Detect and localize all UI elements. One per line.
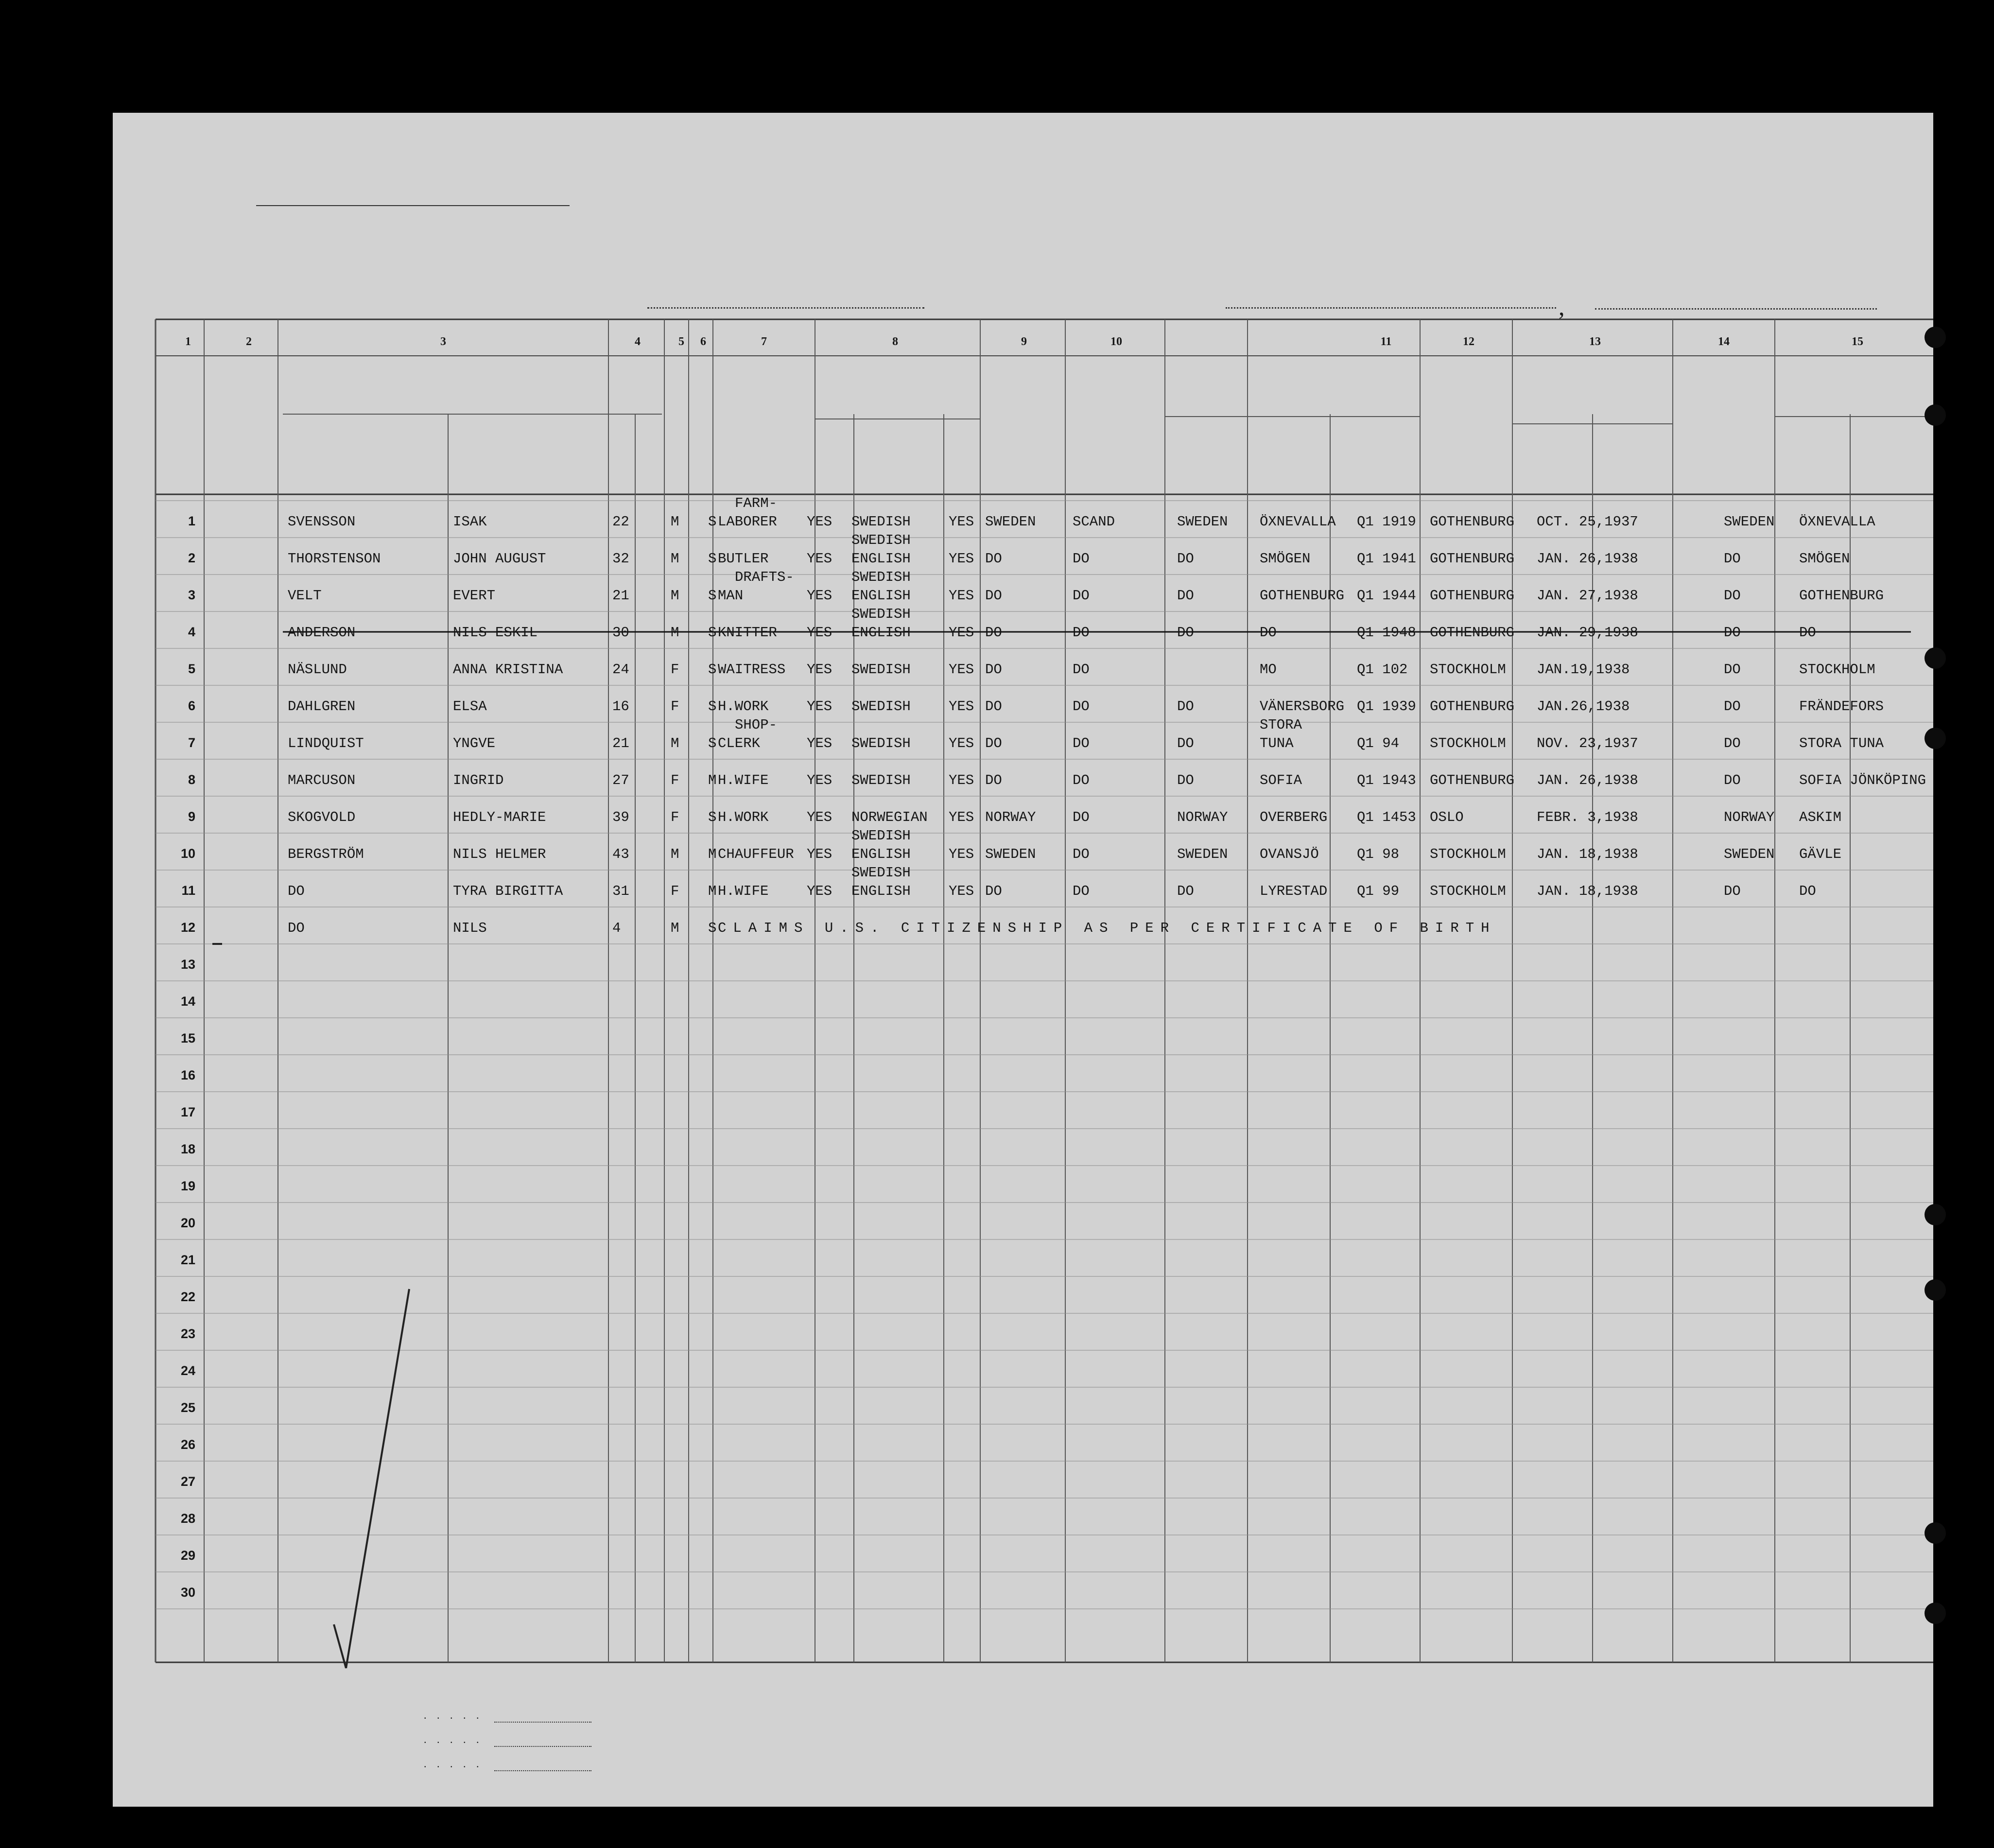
passenger-rcountry: DO bbox=[1724, 588, 1741, 604]
passenger-rcity: SMÖGEN bbox=[1799, 551, 1850, 567]
passenger-lang2: SWEDISH bbox=[851, 662, 911, 678]
passenger-lang2: ENGLISH bbox=[851, 551, 911, 567]
passenger-visa: Q1 99 bbox=[1357, 883, 1400, 899]
passenger-yrs: 24 bbox=[612, 662, 629, 678]
passenger-rcity: DO bbox=[1799, 625, 1816, 641]
passenger-bcountry: DO bbox=[1177, 698, 1194, 715]
citizenship-claim: CLAIMS U.S. CITIZENSHIP AS PER CERTIFICATE OF BIRTH bbox=[718, 920, 1496, 936]
passenger-lang2: ENGLISH bbox=[851, 846, 911, 862]
passenger-read: YES bbox=[807, 625, 832, 641]
passenger-given: HEDLY-MARIE bbox=[453, 809, 546, 825]
column-number: 15 bbox=[1852, 335, 1863, 348]
passenger-family: SKOGVOLD bbox=[288, 809, 356, 825]
passenger-given: EVERT bbox=[453, 588, 496, 604]
passenger-bcountry: SWEDEN bbox=[1177, 514, 1228, 530]
passenger-ms: S bbox=[708, 551, 717, 567]
passenger-race: DO bbox=[1073, 883, 1090, 899]
binder-hole bbox=[1925, 1522, 1946, 1544]
footer-aliens-dots: . . . . . bbox=[424, 1758, 483, 1770]
passenger-given: NILS HELMER bbox=[453, 846, 546, 862]
binder-hole bbox=[1925, 1603, 1946, 1624]
passenger-occ2: WAITRESS bbox=[718, 662, 786, 678]
passenger-write: YES bbox=[949, 662, 974, 678]
column-number: 5 bbox=[678, 335, 684, 348]
passenger-date: JAN. 18,1938 bbox=[1537, 883, 1638, 899]
passenger-occ2: CLERK bbox=[718, 735, 761, 751]
row-number: 5 bbox=[188, 662, 195, 676]
row-number: 17 bbox=[180, 1105, 195, 1119]
passenger-nationality: SWEDEN bbox=[985, 514, 1036, 530]
passenger-lang2: ENGLISH bbox=[851, 883, 911, 899]
passenger-ms: S bbox=[708, 514, 717, 530]
passenger-family: SVENSSON bbox=[288, 514, 356, 530]
passenger-bcity: VÄNERSBORG bbox=[1260, 698, 1345, 715]
passenger-bcountry: SWEDEN bbox=[1177, 846, 1228, 862]
passenger-place: STOCKHOLM bbox=[1430, 846, 1506, 862]
passenger-bcity: GOTHENBURG bbox=[1260, 588, 1345, 604]
passenger-language-top: SWEDISH bbox=[851, 865, 911, 881]
manifest-sheet bbox=[113, 113, 1933, 1807]
passenger-given: NILS ESKIL bbox=[453, 625, 538, 641]
passenger-yrs: 32 bbox=[612, 551, 629, 567]
passenger-yrs: 22 bbox=[612, 514, 629, 530]
passenger-rcountry: DO bbox=[1724, 662, 1741, 678]
passenger-yrs: 21 bbox=[612, 588, 629, 604]
passenger-rcity: FRÄNDEFORS bbox=[1799, 698, 1884, 715]
passenger-race: DO bbox=[1073, 772, 1090, 788]
passenger-rcity: DO bbox=[1799, 883, 1816, 899]
footer-aliens-line bbox=[494, 1770, 591, 1771]
passenger-bcountry: DO bbox=[1177, 588, 1194, 604]
passenger-visa: Q1 1939 bbox=[1357, 698, 1416, 715]
passenger-given: ISAK bbox=[453, 514, 487, 530]
passenger-sex: M bbox=[671, 846, 679, 862]
passenger-yrs: 27 bbox=[612, 772, 629, 788]
row-number: 23 bbox=[180, 1326, 195, 1341]
passenger-date: FEBR. 3,1938 bbox=[1537, 809, 1638, 825]
passenger-bcity: TUNA bbox=[1260, 735, 1294, 751]
passenger-visa: Q1 1919 bbox=[1357, 514, 1416, 530]
passenger-bcountry: NORWAY bbox=[1177, 809, 1228, 825]
column-number: 3 bbox=[440, 335, 446, 348]
passenger-family: NÄSLUND bbox=[288, 662, 347, 678]
row-number: 14 bbox=[180, 994, 195, 1009]
passenger-rcity: GÄVLE bbox=[1799, 846, 1842, 862]
passenger-place: GOTHENBURG bbox=[1430, 551, 1515, 567]
passenger-lang2: ENGLISH bbox=[851, 588, 911, 604]
passenger-place: GOTHENBURG bbox=[1430, 514, 1515, 530]
passenger-read: YES bbox=[807, 735, 832, 751]
passenger-sex: M bbox=[671, 735, 679, 751]
row-number: 20 bbox=[180, 1216, 195, 1230]
passenger-occ2: H.WORK bbox=[718, 698, 769, 715]
column-number: 9 bbox=[1021, 335, 1027, 348]
passenger-date: JAN. 18,1938 bbox=[1537, 846, 1638, 862]
passenger-bcountry: DO bbox=[1177, 735, 1194, 751]
footer-us-dots: . . . . . bbox=[424, 1733, 483, 1745]
binder-hole bbox=[1925, 647, 1946, 669]
row-number: 6 bbox=[188, 698, 195, 713]
passenger-rcity: ÖXNEVALLA bbox=[1799, 514, 1875, 530]
passenger-write: YES bbox=[949, 809, 974, 825]
passenger-place: GOTHENBURG bbox=[1430, 625, 1515, 641]
row-number: 24 bbox=[180, 1363, 195, 1378]
passenger-bcity: SMÖGEN bbox=[1260, 551, 1311, 567]
passenger-bcity: SOFIA bbox=[1260, 772, 1302, 788]
passenger-ms: M bbox=[708, 883, 717, 899]
row-number: 12 bbox=[180, 920, 195, 935]
passenger-read: YES bbox=[807, 551, 832, 567]
passenger-write: YES bbox=[949, 846, 974, 862]
passenger-visa: Q1 1948 bbox=[1357, 625, 1416, 641]
passenger-write: YES bbox=[949, 625, 974, 641]
column-number: 1 bbox=[185, 335, 191, 348]
passenger-family: DO bbox=[288, 920, 305, 936]
binder-hole bbox=[1925, 728, 1946, 749]
passenger-ms: M bbox=[708, 846, 717, 862]
passenger-occupation-top: DRAFTS- bbox=[735, 569, 794, 585]
passenger-race: DO bbox=[1073, 625, 1090, 641]
passenger-date: JAN. 27,1938 bbox=[1537, 588, 1638, 604]
passenger-write: YES bbox=[949, 698, 974, 715]
passenger-family: DO bbox=[288, 883, 305, 899]
passenger-nationality: DO bbox=[985, 625, 1002, 641]
passenger-language-top: SWEDISH bbox=[851, 532, 911, 548]
passenger-rcountry: DO bbox=[1724, 735, 1741, 751]
passenger-date: JAN.19,1938 bbox=[1537, 662, 1630, 678]
passenger-write: YES bbox=[949, 735, 974, 751]
passenger-language-top: SWEDISH bbox=[851, 828, 911, 844]
passenger-bcity: ÖXNEVALLA bbox=[1260, 514, 1336, 530]
passenger-rcountry: SWEDEN bbox=[1724, 846, 1775, 862]
passenger-bcountry: DO bbox=[1177, 625, 1194, 641]
row-number: 19 bbox=[180, 1179, 195, 1193]
passenger-ms: S bbox=[708, 588, 717, 604]
passenger-lang2: SWEDISH bbox=[851, 698, 911, 715]
passenger-rcountry: DO bbox=[1724, 883, 1741, 899]
passenger-sex: M bbox=[671, 551, 679, 567]
passenger-lang2: NORWEGIAN bbox=[851, 809, 928, 825]
passenger-family: DAHLGREN bbox=[288, 698, 356, 715]
passenger-given: INGRID bbox=[453, 772, 504, 788]
passenger-read: YES bbox=[807, 846, 832, 862]
passenger-read: YES bbox=[807, 809, 832, 825]
passenger-family: MARCUSON bbox=[288, 772, 356, 788]
row-number: 15 bbox=[180, 1031, 195, 1046]
passenger-yrs: 43 bbox=[612, 846, 629, 862]
passenger-bcountry: DO bbox=[1177, 772, 1194, 788]
passenger-occ2: H.WIFE bbox=[718, 883, 769, 899]
passenger-yrs: 30 bbox=[612, 625, 629, 641]
passenger-visa: Q1 102 bbox=[1357, 662, 1408, 678]
passenger-occ2: CHAUFFEUR bbox=[718, 846, 794, 862]
passenger-rcity: ASKIM bbox=[1799, 809, 1842, 825]
passenger-place: GOTHENBURG bbox=[1430, 588, 1515, 604]
binder-hole bbox=[1925, 327, 1946, 348]
column-number: 13 bbox=[1589, 335, 1601, 348]
passenger-place: STOCKHOLM bbox=[1430, 662, 1506, 678]
row-number: 10 bbox=[180, 846, 195, 861]
row-number: 8 bbox=[188, 772, 195, 787]
passenger-rcountry: SWEDEN bbox=[1724, 514, 1775, 530]
passenger-date: JAN. 26,1938 bbox=[1537, 772, 1638, 788]
passenger-language-top: SWEDISH bbox=[851, 569, 911, 585]
column-number: 11 bbox=[1380, 335, 1392, 348]
passenger-place: STOCKHOLM bbox=[1430, 883, 1506, 899]
passenger-given: ANNA KRISTINA bbox=[453, 662, 563, 678]
passenger-occ2: H.WORK bbox=[718, 809, 769, 825]
passenger-language-top: SWEDISH bbox=[851, 606, 911, 622]
row-number: 22 bbox=[180, 1290, 195, 1304]
column-number: 6 bbox=[700, 335, 706, 348]
passenger-occupation-top: FARM- bbox=[735, 495, 778, 511]
passenger-nationality: DO bbox=[985, 698, 1002, 715]
passenger-family: VELT bbox=[288, 588, 322, 604]
passenger-visa: Q1 94 bbox=[1357, 735, 1400, 751]
passenger-rcountry: DO bbox=[1724, 551, 1741, 567]
passenger-sex: M bbox=[671, 514, 679, 530]
passenger-sex: F bbox=[671, 809, 679, 825]
passenger-read: YES bbox=[807, 662, 832, 678]
passenger-ms: S bbox=[708, 920, 717, 936]
passenger-write: YES bbox=[949, 514, 974, 530]
passenger-ms: M bbox=[708, 772, 717, 788]
passenger-write: YES bbox=[949, 772, 974, 788]
passenger-date: JAN. 29,1938 bbox=[1537, 625, 1638, 641]
row-number: 13 bbox=[180, 957, 195, 972]
passenger-race: DO bbox=[1073, 551, 1090, 567]
passenger-family: ANDERSON bbox=[288, 625, 356, 641]
passenger-bcountry: DO bbox=[1177, 883, 1194, 899]
passenger-date: OCT. 25,1937 bbox=[1537, 514, 1638, 530]
passenger-bcountry: DO bbox=[1177, 551, 1194, 567]
passenger-visa: Q1 1944 bbox=[1357, 588, 1416, 604]
passenger-write: YES bbox=[949, 551, 974, 567]
row-number: 27 bbox=[180, 1474, 195, 1489]
passenger-sex: M bbox=[671, 588, 679, 604]
passenger-nationality: DO bbox=[985, 551, 1002, 567]
passenger-nationality: DO bbox=[985, 772, 1002, 788]
passenger-sex: M bbox=[671, 920, 679, 936]
passenger-place: GOTHENBURG bbox=[1430, 772, 1515, 788]
comma: , bbox=[1559, 293, 1565, 320]
row-number: 11 bbox=[181, 883, 195, 898]
row-number: 29 bbox=[180, 1548, 195, 1563]
passenger-write: YES bbox=[949, 883, 974, 899]
passenger-rcity: SOFIA JÖNKÖPING bbox=[1799, 772, 1926, 788]
row-number: 16 bbox=[180, 1068, 195, 1082]
passenger-occupation-top: SHOP- bbox=[735, 717, 778, 733]
passenger-language: SWEDISH bbox=[851, 514, 911, 530]
passenger-sex: F bbox=[671, 883, 679, 899]
passenger-lang2: SWEDISH bbox=[851, 735, 911, 751]
passenger-place: OSLO bbox=[1430, 809, 1464, 825]
row-number: 25 bbox=[180, 1400, 195, 1415]
binder-hole bbox=[1925, 1204, 1946, 1225]
passenger-occ2: BUTLER bbox=[718, 551, 769, 567]
passenger-race: DO bbox=[1073, 662, 1090, 678]
passenger-read: YES bbox=[807, 772, 832, 788]
passenger-write: YES bbox=[949, 588, 974, 604]
row-number: 7 bbox=[188, 735, 195, 750]
check-mark-stroke bbox=[346, 1289, 409, 1668]
passenger-given: ELSA bbox=[453, 698, 487, 715]
row-number: 18 bbox=[180, 1142, 195, 1156]
passenger-rcountry: DO bbox=[1724, 772, 1741, 788]
passenger-visa: Q1 1941 bbox=[1357, 551, 1416, 567]
passenger-race: DO bbox=[1073, 588, 1090, 604]
passenger-birth-city-top: STORA bbox=[1260, 717, 1302, 733]
passenger-yrs: 21 bbox=[612, 735, 629, 751]
passenger-date: JAN. 26,1938 bbox=[1537, 551, 1638, 567]
passenger-bcity: OVANSJÖ bbox=[1260, 846, 1319, 862]
column-number: 10 bbox=[1110, 335, 1122, 348]
passenger-rcountry: DO bbox=[1724, 698, 1741, 715]
passenger-sex: F bbox=[671, 698, 679, 715]
passenger-race: SCAND bbox=[1073, 514, 1115, 530]
passenger-family: BERGSTRÖM bbox=[288, 846, 364, 862]
row-number: 21 bbox=[180, 1253, 195, 1267]
passenger-family: THORSTENSON bbox=[288, 551, 381, 567]
passenger-given: TYRA BIRGITTA bbox=[453, 883, 563, 899]
passenger-occ2: KNITTER bbox=[718, 625, 777, 641]
passenger-ms: S bbox=[708, 809, 717, 825]
column-number: 12 bbox=[1463, 335, 1474, 348]
passenger-sex: M bbox=[671, 625, 679, 641]
column-number: 8 bbox=[892, 335, 898, 348]
passenger-read: YES bbox=[807, 514, 832, 530]
passenger-rcountry: DO bbox=[1724, 625, 1741, 641]
passenger-race: DO bbox=[1073, 735, 1090, 751]
passenger-bcity: OVERBERG bbox=[1260, 809, 1328, 825]
passenger-ms: S bbox=[708, 698, 717, 715]
passenger-read: YES bbox=[807, 883, 832, 899]
row-number: 1 bbox=[188, 514, 195, 528]
passenger-rcity: GOTHENBURG bbox=[1799, 588, 1884, 604]
passenger-yrs: 16 bbox=[612, 698, 629, 715]
passenger-bcity: LYRESTAD bbox=[1260, 883, 1328, 899]
row-number: 2 bbox=[188, 551, 195, 565]
passenger-yrs: 4 bbox=[612, 920, 621, 936]
passenger-bcity: MO bbox=[1260, 662, 1277, 678]
passenger-given: JOHN AUGUST bbox=[453, 551, 546, 567]
passenger-nationality: NORWAY bbox=[985, 809, 1036, 825]
row-number: 30 bbox=[180, 1585, 195, 1600]
passenger-race: DO bbox=[1073, 846, 1090, 862]
us-citizen-stamp bbox=[212, 943, 222, 945]
passenger-read: YES bbox=[807, 588, 832, 604]
passenger-occ2: MAN bbox=[718, 588, 744, 604]
passenger-sex: F bbox=[671, 662, 679, 678]
passenger-lang2: ENGLISH bbox=[851, 625, 911, 641]
passenger-nationality: DO bbox=[985, 588, 1002, 604]
passenger-read: YES bbox=[807, 698, 832, 715]
passenger-given: NILS bbox=[453, 920, 487, 936]
binder-hole bbox=[1925, 1279, 1946, 1301]
passenger-place: GOTHENBURG bbox=[1430, 698, 1515, 715]
passenger-race: DO bbox=[1073, 809, 1090, 825]
column-number: 14 bbox=[1718, 335, 1730, 348]
passenger-lang2: SWEDISH bbox=[851, 772, 911, 788]
passenger-date: JAN.26,1938 bbox=[1537, 698, 1630, 715]
column-number: 7 bbox=[761, 335, 767, 348]
passenger-rcountry: NORWAY bbox=[1724, 809, 1775, 825]
passenger-bcity: DO bbox=[1260, 625, 1277, 641]
passenger-sex: F bbox=[671, 772, 679, 788]
passenger-visa: Q1 98 bbox=[1357, 846, 1400, 862]
row-number: 3 bbox=[188, 588, 195, 602]
passenger-yrs: 31 bbox=[612, 883, 629, 899]
row-number: 4 bbox=[188, 625, 195, 639]
passenger-occ2: LABORER bbox=[718, 514, 777, 530]
passenger-place: STOCKHOLM bbox=[1430, 735, 1506, 751]
column-number: 4 bbox=[635, 335, 641, 348]
passenger-ms: S bbox=[708, 662, 717, 678]
passenger-rcity: STORA TUNA bbox=[1799, 735, 1884, 751]
row-number: 28 bbox=[180, 1511, 195, 1526]
passenger-race: DO bbox=[1073, 698, 1090, 715]
row-number: 26 bbox=[180, 1437, 195, 1452]
passenger-rcity: STOCKHOLM bbox=[1799, 662, 1875, 678]
footer-total-dots: . . . . . bbox=[424, 1709, 483, 1721]
passenger-nationality: DO bbox=[985, 735, 1002, 751]
column-number: 2 bbox=[246, 335, 252, 348]
passenger-ms: S bbox=[708, 735, 717, 751]
footer-total-line bbox=[494, 1722, 591, 1723]
passenger-given: YNGVE bbox=[453, 735, 496, 751]
passenger-nationality: SWEDEN bbox=[985, 846, 1036, 862]
row-number: 9 bbox=[188, 809, 195, 824]
passenger-visa: Q1 1453 bbox=[1357, 809, 1416, 825]
passenger-occ2: H.WIFE bbox=[718, 772, 769, 788]
passenger-family: LINDQUIST bbox=[288, 735, 364, 751]
passenger-ms: S bbox=[708, 625, 717, 641]
binder-hole bbox=[1925, 404, 1946, 426]
passenger-visa: Q1 1943 bbox=[1357, 772, 1416, 788]
passenger-nationality: DO bbox=[985, 883, 1002, 899]
footer-us-line bbox=[494, 1746, 591, 1747]
passenger-date: NOV. 23,1937 bbox=[1537, 735, 1638, 751]
passenger-yrs: 39 bbox=[612, 809, 629, 825]
table-grid bbox=[113, 113, 1933, 1807]
passenger-nationality: DO bbox=[985, 662, 1002, 678]
